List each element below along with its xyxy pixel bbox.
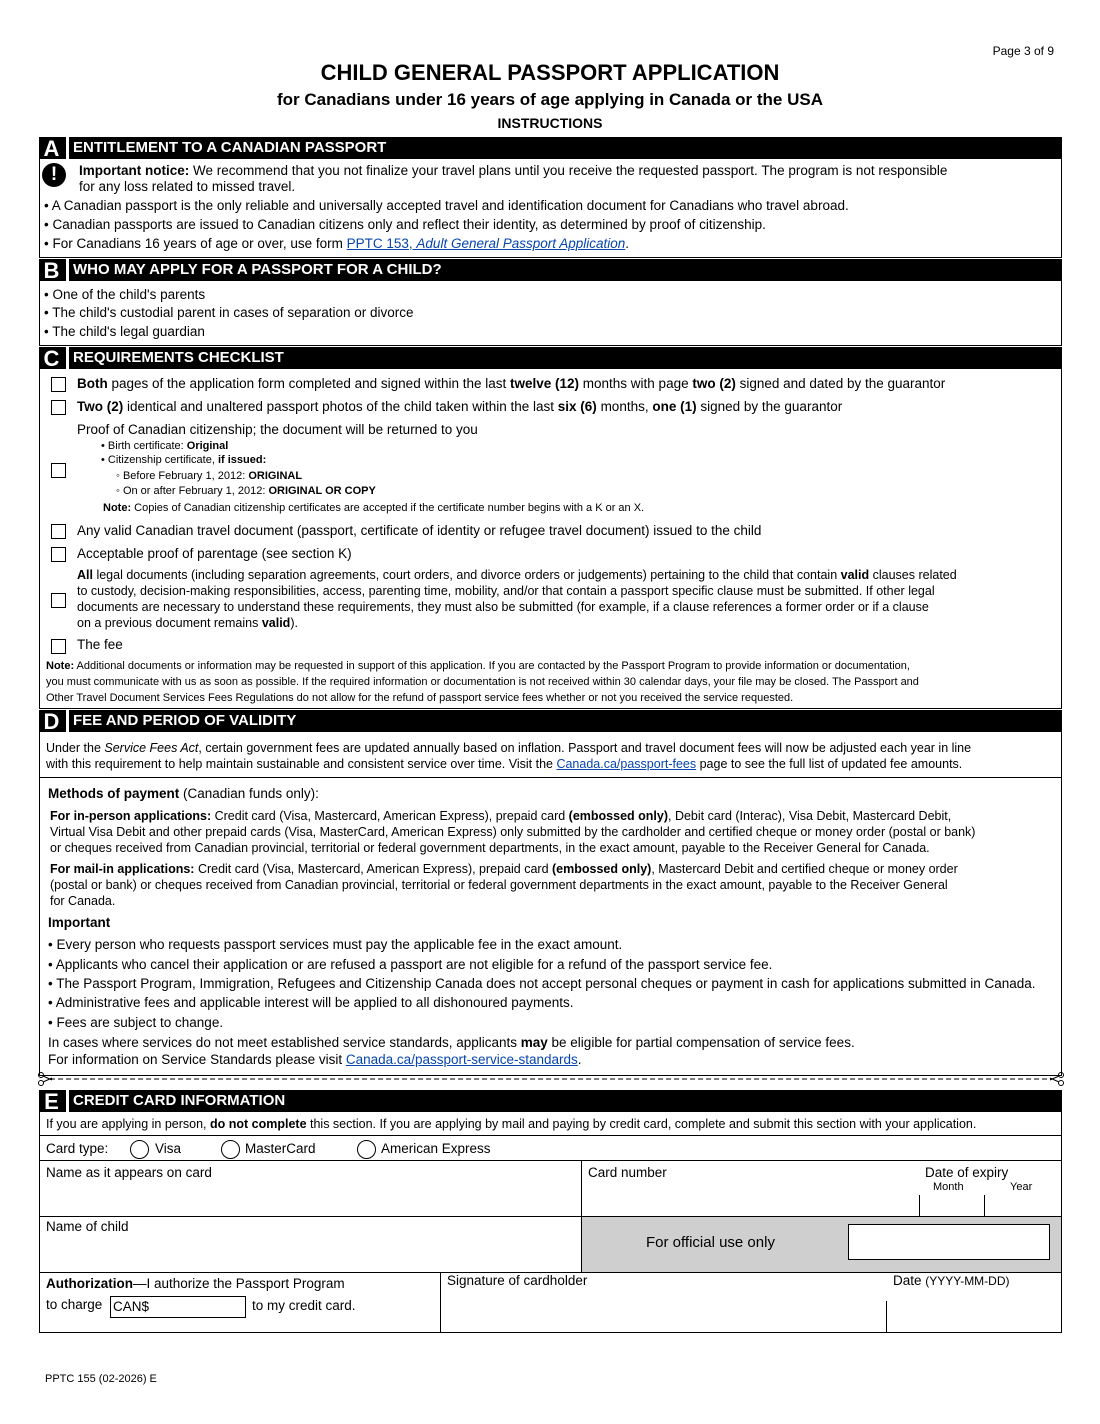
checkbox-parentage[interactable] xyxy=(51,547,66,562)
charge-suffix: to my credit card. xyxy=(252,1298,356,1313)
citizenship-note: Note: Copies of Canadian citizenship certificates are accepted if the certificate number begins with a K or an X. xyxy=(103,502,645,514)
checkbox-travel-document[interactable] xyxy=(51,524,66,539)
card-type-amex-label: American Express xyxy=(381,1141,491,1156)
sub-item-before: ◦ Before February 1, 2012: ORIGINAL xyxy=(116,470,303,482)
name-on-card-field[interactable] xyxy=(44,1184,576,1212)
list-item: • Every person who requests passport services must pay the applicable fee in the exact amount. xyxy=(48,937,623,952)
charge-amount-field[interactable] xyxy=(110,1296,246,1318)
list-item: • Fees are subject to change. xyxy=(48,1015,224,1030)
card-type-visa-label: Visa xyxy=(155,1141,182,1156)
passport-fees-link[interactable]: Canada.ca/passport-fees xyxy=(556,757,697,771)
card-type-amex-radio[interactable] xyxy=(357,1140,376,1159)
checkbox-citizenship[interactable] xyxy=(51,463,66,478)
section-letter: D xyxy=(43,709,60,734)
signature-label: Signature of cardholder xyxy=(447,1273,588,1288)
sub-item-after: ◦ On or after February 1, 2012: ORIGINAL OR COPY xyxy=(116,485,376,497)
credit-card-intro: If you are applying in person, do not complete this section. If you are applying by mail and paying by credit card, complete and submit this section with your application. xyxy=(46,1117,977,1131)
section-a-body xyxy=(39,159,1062,258)
list-item: • Administrative fees and applicable interest will be applied to all dishonoured payments. xyxy=(48,995,574,1010)
section-b-body xyxy=(39,281,1062,346)
service-standards-info: For information on Service Standards please visit Canada.ca/passport-service-standards. xyxy=(48,1052,582,1067)
section-letter: C xyxy=(43,346,60,371)
expiry-year-label: Year xyxy=(1010,1181,1033,1193)
exclamation-icon: ! xyxy=(42,163,66,187)
checkbox-fee[interactable] xyxy=(51,639,66,654)
official-use-area xyxy=(582,1217,1061,1272)
list-item: • Canadian passports are issued to Canadian citizens only and reflect their identity, as determined by proof of citizenship. xyxy=(44,217,766,232)
section-c-header xyxy=(39,347,1062,369)
checklist-item-application-form: Both pages of the application form completed and signed within the last twelve (12) months with page two (2) signed and dated by the guarantor xyxy=(77,376,946,391)
service-standards-link[interactable]: Canada.ca/passport-service-standards xyxy=(345,1052,578,1067)
card-type-mastercard-label: MasterCard xyxy=(245,1141,316,1156)
mail-in-payment: For mail-in applications: Credit card (Visa, Mastercard, American Express), prepaid card (embossed only), Mastercard Debit and certified cheque or money order (postal or bank) or cheques received from Canadian provincial, territorial or federal government departments in the exact amount, payable to the Receiver General for Canada. xyxy=(50,862,958,908)
expiry-year-field[interactable] xyxy=(986,1196,1058,1214)
name-of-child-field[interactable] xyxy=(44,1238,576,1266)
scissors-icon xyxy=(39,1073,53,1086)
important-notice-cont: for any loss related to missed travel. xyxy=(79,179,296,194)
card-type-label: Card type: xyxy=(46,1141,109,1156)
sub-item-citizenship-cert: • Citizenship certificate, if issued: xyxy=(101,454,267,466)
list-item: • The child's legal guardian xyxy=(44,324,205,339)
section-title: WHO MAY APPLY FOR A PASSPORT FOR A CHILD? xyxy=(73,261,442,278)
expiry-month-label: Month xyxy=(933,1181,964,1193)
official-use-field xyxy=(848,1224,1050,1260)
checklist-item-citizenship: Proof of Canadian citizenship; the document will be returned to you xyxy=(77,422,478,437)
expiry-label: Date of expiry xyxy=(925,1165,1009,1180)
official-use-label: For official use only xyxy=(646,1234,775,1251)
section-letter: E xyxy=(44,1089,59,1114)
section-e-body xyxy=(39,1112,1062,1333)
checkbox-application-form[interactable] xyxy=(51,377,66,392)
fee-intro: Under the Service Fees Act, certain government fees are updated annually based on inflation. Passport and travel document fees will now be adjusted each year in line with this requirement to help maintain sustainable and consistent service over time. Visit the Canada.ca/passport-fees page to see the full list of updated fee amounts. xyxy=(46,741,972,771)
methods-of-payment: Methods of payment (Canadian funds only): xyxy=(48,786,319,801)
expiry-month-field[interactable] xyxy=(921,1196,981,1214)
signature-field[interactable] xyxy=(445,1292,880,1328)
section-d-header xyxy=(39,710,1062,732)
section-letter: A xyxy=(43,136,60,161)
service-standards-text: In cases where services do not meet established service standards, applicants may be eligible for partial compensation of service fees. xyxy=(48,1035,855,1050)
section-title: ENTITLEMENT TO A CANADIAN PASSPORT xyxy=(73,139,387,156)
important-notice: Important notice: We recommend that you not finalize your travel plans until you receive the requested passport. The program is not responsible xyxy=(79,163,948,178)
instructions-heading: INSTRUCTIONS xyxy=(497,115,603,131)
checkbox-legal-documents[interactable] xyxy=(51,593,66,608)
in-person-payment: For in-person applications: Credit card (Visa, Mastercard, American Express), prepaid card (embossed only), Debit card (Interac), Visa Debit, Mastercard Debit, Virtual Visa Debit and other prepaid cards (Visa, MasterCard, American Express) only submitted by the cardholder and certified cheque or money order (postal or bank) or cheques received from Canadian provincial, territorial or federal government departments, in the exact amount, payable to the Receiver General for Canada. xyxy=(50,809,976,855)
checklist-item-legal-documents: All legal documents (including separation agreements, court orders, and divorce orders or judgements) pertaining to the child that contain valid clauses related to custody, decision-making responsibilities, access, parenting time, mobility, and/or that contain a passport specific clause must be submitted. If other legal documents are necessary to understand these requirements, they must also be submitted (for example, if a clause references a former order or if a clause on a previous document remains valid). xyxy=(77,568,957,630)
section-title: FEE AND PERIOD OF VALIDITY xyxy=(73,712,297,729)
page-number: Page 3 of 9 xyxy=(992,44,1054,58)
list-item: • Applicants who cancel their application or are refused a passport are not eligible for a refund of the passport service fee. xyxy=(48,957,773,972)
checklist-note: Note: Additional documents or information may be requested in support of this application. If you are contacted by the Passport Program to provide information or documentation, you must communicate with us as soon as possible. If the required information or documentation is not received within 30 calendar days, your file may be closed. The Passport and Other Travel Document Services Fees Regulations do not allow for the refund of passport service fees whether or not you received the service requested. xyxy=(46,660,919,704)
sub-item-birth: • Birth certificate: Original xyxy=(101,440,229,452)
list-item: • A Canadian passport is the only reliable and universally accepted travel and identification document for Canadians who travel abroad. xyxy=(44,198,849,213)
currency-label: CAN$ xyxy=(113,1299,150,1314)
charge-label: to charge xyxy=(46,1297,103,1312)
important-heading: Important xyxy=(48,915,111,930)
card-number-label: Card number xyxy=(588,1165,667,1180)
authorization-text: Authorization—I authorize the Passport Program xyxy=(46,1276,345,1291)
checklist-item-fee: The fee xyxy=(77,637,123,652)
list-item: • The Passport Program, Immigration, Refugees and Citizenship Canada does not accept personal cheques or payment in cash for applications submitted in Canada. xyxy=(48,976,1036,991)
section-e-header xyxy=(39,1090,1062,1112)
scissors-icon xyxy=(1050,1073,1064,1086)
card-type-mastercard-radio[interactable] xyxy=(221,1140,240,1159)
checklist-item-parentage: Acceptable proof of parentage (see section K) xyxy=(77,546,352,561)
pptc153-link[interactable]: PPTC 153, Adult General Passport Application xyxy=(346,236,626,251)
checklist-item-travel-document: Any valid Canadian travel document (passport, certificate of identity or refugee travel document) issued to the child xyxy=(77,523,762,538)
cut-line xyxy=(36,1071,1066,1087)
section-title: REQUIREMENTS CHECKLIST xyxy=(73,349,284,366)
section-a-header xyxy=(39,137,1062,159)
form-number: PPTC 155 (02-2026) E xyxy=(45,1373,157,1385)
card-number-field[interactable] xyxy=(586,1184,916,1212)
section-b-header xyxy=(39,259,1062,281)
card-type-visa-radio[interactable] xyxy=(130,1140,149,1159)
name-of-child-label: Name of child xyxy=(46,1219,129,1234)
date-label: Date (YYYY-MM-DD) xyxy=(893,1273,1010,1288)
page-title: CHILD GENERAL PASSPORT APPLICATION xyxy=(320,60,780,85)
section-c-body xyxy=(39,369,1062,709)
checkbox-photos[interactable] xyxy=(51,400,66,415)
date-field[interactable] xyxy=(890,1302,1058,1328)
list-item: • The child's custodial parent in cases of separation or divorce xyxy=(44,305,414,320)
list-item: • For Canadians 16 years of age or over, use form PPTC 153, Adult General Passport Application. xyxy=(44,236,630,251)
section-d-body xyxy=(39,732,1062,1076)
list-item: • One of the child's parents xyxy=(44,287,206,302)
checklist-item-photos: Two (2) identical and unaltered passport photos of the child taken within the last six (6) months, one (1) signed by the guarantor xyxy=(77,399,843,414)
page-subtitle: for Canadians under 16 years of age applying in Canada or the USA xyxy=(276,90,824,109)
section-title: CREDIT CARD INFORMATION xyxy=(73,1092,286,1109)
name-on-card-label: Name as it appears on card xyxy=(46,1165,212,1180)
section-letter: B xyxy=(43,258,60,283)
